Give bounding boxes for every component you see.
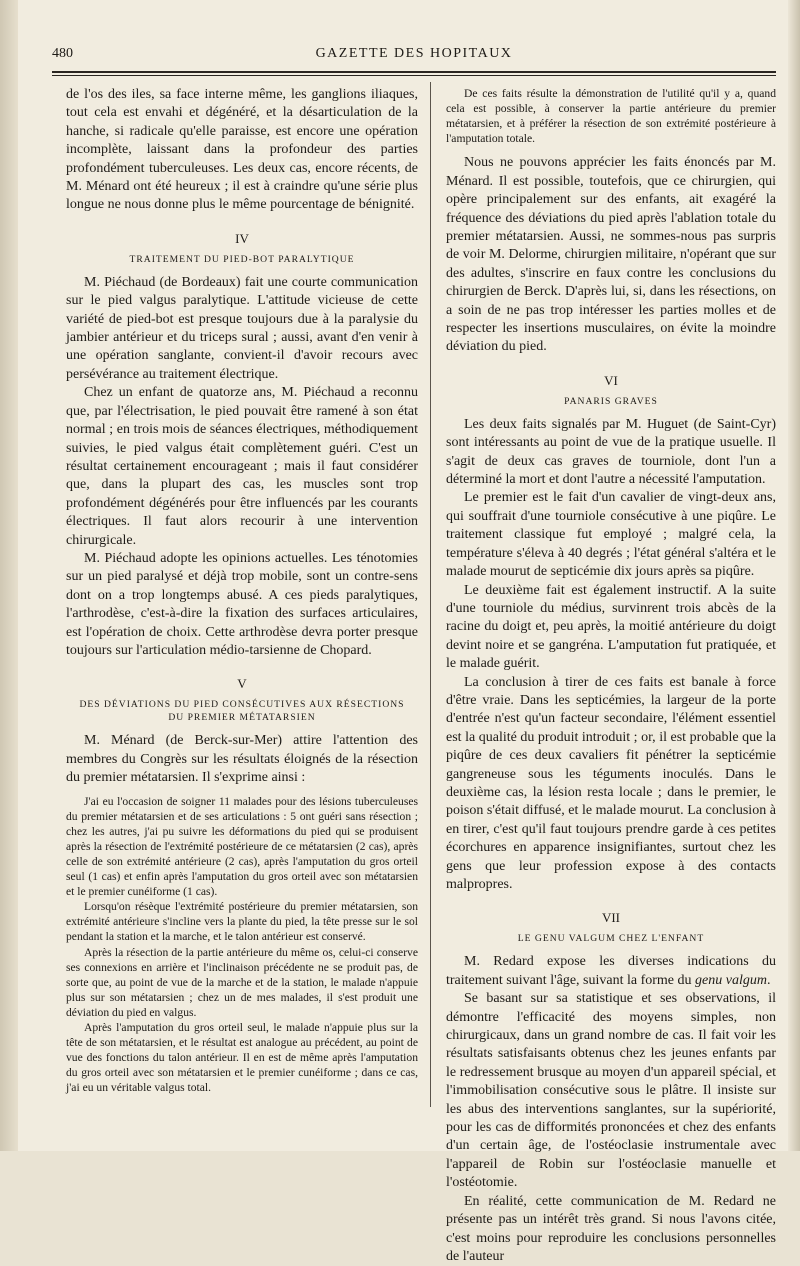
section-title: LE GENU VALGUM CHEZ L'ENFANT <box>517 933 705 945</box>
header-rule-thin <box>52 75 776 76</box>
section-title-line: DES DÉVIATIONS DU PIED CONSÉCUTIVES AUX RÉSECTIONS <box>79 699 405 711</box>
quoted-paragraph: J'ai eu l'occasion de soigner 11 malades pour des lésions tuberculeuses du premier métatarsien et de ses articulations : 5 ont guéri sans résection ; chez les autres, j'ai pu suivre les déformations du pied qui se produisent après la résection de l'extrémité postérieure de ce métatarsien (2 cas), après celle de son extrémité antérieure (2 cas), après l'amputation du gros orteil seul (1 cas) et enfin après l'amputation du gros orteil avec son métatarsien et le premier cunéiforme (1 cas). <box>66 794 418 899</box>
quoted-paragraph: Après la résection de la partie antérieure du même os, celui-ci conserve ses connexions en arrière et l'inclinaison précédente ne se produit pas, de sorte que, au point de vue de la marche et de la station, le malade n'appuie plus sur son métatarsien ; chez un de mes malades, il s'est produit une déviation du pied en valgus. <box>66 945 418 1019</box>
text-run: M. Redard expose les diverses indications du traitement suivant l'âge, suivant la forme du <box>446 954 776 988</box>
paragraph: Chez un enfant de quatorze ans, M. Piéchaud a reconnu que, par l'électrisation, le pied pouvait être ramené à son état normal ; en trois mois de séances électriques, méthodiquement suivies, le pied valgus était complètement guéri. C'est un résultat certainement encourageant ; mais il faut considérer que, dans la plupart des cas, les muscles sont trop profondément dégénérés pour être influencés par les courants électriques. Il faut alors recourir à une intervention chirurgicale. <box>66 385 418 548</box>
section-title <box>66 698 418 724</box>
section-number: VII <box>601 910 621 926</box>
paragraph: Se basant sur sa statistique et ses observations, il démontre l'efficacité des moyens simples, non chirurgicaux, dans un grand nombre de cas. Il fait voir les résultats satisfaisants obtenus chez les jeunes enfants par le redressement brusque au moyen d'un appareil spécial, et l'immobilisation consécutive sous le plâtre. Il insiste sur les abus des interventions sanglantes, sur la supériorité, pour les cas de difformités prononcées et chez des enfants d'un certain âge, de l'ostéoclasie instrumentale avec l'appareil de Robin sur l'ostéoclasie manuelle et l'ostéotomie. <box>446 991 776 1191</box>
paragraph: Les deux faits signalés par M. Huguet (de Saint-Cyr) sont intéressants au point de vue de la pratique usuelle. Il s'agit de deux cas graves de tourniole, dont l'un a déterminé la mort et dont l'autre a nécessité l'amputation. <box>446 416 776 488</box>
paragraph <box>446 953 776 990</box>
paragraph: La conclusion à tirer de ces faits est banale à force d'être vraie. Dans les septicémies, la largeur de la porte d'entrée n'est qu'un facteur secondaire, l'élément essentiel est la qualité du produit introduit ; or, il est probable que la piqûre de ces deux cavaliers fit pénétrer la septicémie gangreneuse sous les téguments inoculés. Dans le deuxième cas, la lésion resta locale ; dans le premier, le poison s'était diffusé, et le malade mourut. La conclusion à en tirer, c'est qu'il faut toujours prendre garde à ces petites écorchures en apparence insignifiantes, surtout chez les gens que leur profession expose à des contacts malpropres. <box>446 674 776 892</box>
section-number: V <box>237 676 247 692</box>
page-number: 480 <box>52 46 73 61</box>
book-gutter-left <box>0 0 18 1151</box>
section-number: VI <box>604 372 618 388</box>
paragraph: Le premier est le fait d'un cavalier de vingt-deux ans, qui souffrait d'une tourniole consécutive à une piqûre. Le traitement classique fut employé ; malgré cela, la température s'éleva à 40 degrés ; l'état général s'altéra et le malade mourut de septicémie dix jours après sa piqûre. <box>446 490 776 580</box>
paragraph: M. Piéchaud (de Bordeaux) fait une courte communication sur le pied valgus paralytique. L'attitude vicieuse de cette variété de pied-bot est presque toujours due à la paralysie du jambier antérieur et du triceps sural ; aussi, avant d'en venir à une opération sanglante, convient-il d'avoir recours avec persévérance au traitement électrique. <box>66 274 418 382</box>
left-column <box>66 86 418 1095</box>
section-title-line: DU PREMIER MÉTATARSIEN <box>168 712 316 724</box>
column-divider <box>430 82 431 1107</box>
paragraph: M. Ménard (de Berck-sur-Mer) attire l'attention des membres du Congrès sur les résultats éloignés de la résection du premier métatarsien. Il s'exprime ainsi : <box>66 733 418 786</box>
quoted-paragraph: Lorsqu'on résèque l'extrémité postérieure du premier métatarsien, son extrémité antérieure s'incline vers la plante du pied, la tête presse sur le sol pendant la station et la marche, et le talon antérieur est conservé. <box>66 900 418 944</box>
right-column <box>446 86 776 1266</box>
header-rule-thick <box>52 71 776 73</box>
section-number: IV <box>235 230 249 246</box>
running-header <box>52 44 776 64</box>
italic-term: genu valgum <box>695 972 767 988</box>
paragraph: de l'os des iles, sa face interne même, les ganglions iliaques, tout cela est envahi et dégénéré, et la désarticulation de la hanche, si radicale qu'elle paraisse, est encore une opération incomplète, laissant dans la profondeur des parties profondément tuberculeuses. Les deux cas, encore récents, de M. Ménard ont été heureux ; il est à craindre qu'une série plus longue ne nous donne plus le même pourcentage de bénignité. <box>66 87 418 213</box>
section-title: TRAITEMENT DU PIED-BOT PARALYTIQUE <box>129 253 355 265</box>
paragraph: En réalité, cette communication de M. Redard ne présente pas un intérêt très grand. Si nous l'avons citée, c'est moins pour reproduire les conclusions personnelles de l'auteur <box>446 1193 776 1264</box>
running-title: GAZETTE DES HOPITAUX <box>315 46 513 61</box>
paragraph: Le deuxième fait est également instructif. A la suite d'une tourniole du médius, survinrent trois abcès de la racine du doigt et, peu après, la moitié antérieure du doigt devint noire et se gangréna. L'amputation fut pratiquée, et le malade guérit. <box>446 582 776 672</box>
quoted-paragraph: De ces faits résulte la démonstration de l'utilité qu'il y a, quand cela est possible, à conserver la partie antérieure du premier métatarsien, et à préférer la résection de son extrémité postérieure à l'amputation totale. <box>446 87 776 146</box>
quoted-paragraph: Après l'amputation du gros orteil seul, le malade n'appuie plus sur la tête de son métatarsien, et le résultat est analogue au précédent, au point de vue des fonctions du talon antérieur. Il en est de même après l'amputation du gros orteil avec son métatarsien et le premier cunéiforme ; dans ce cas, j'ai eu un véritable valgus total. <box>66 1021 418 1095</box>
text-run: . <box>766 972 771 988</box>
paragraph: Nous ne pouvons apprécier les faits énoncés par M. Ménard. Il est possible, toutefois, que ce chirurgien, qui opère principalement sur des enfants, ait exagéré la fréquence des déviations du pied après l'ablation totale du premier métatarsien. Aussi, ne sommes-nous pas surpris de voir M. Delorme, chirurgien militaire, n'opérant que sur des adultes, s'inscrire en faux contre les conclusions du chirurgien de Berck. D'après lui, si, dans les résections, on a soin de ne pas trop intéresser les parties molles et de respecter les insertions musculaires, on évite la moindre déviation du pied. <box>446 155 776 355</box>
page-edge-right <box>788 0 800 1151</box>
paragraph: M. Piéchaud adopte les opinions actuelles. Les ténotomies sur un pied paralysé et déjà trop mobile, sont un contre-sens dont on a trop longtemps abusé. A ces pieds paralytiques, l'arthrodèse, c'est-à-dire la fixation des surfaces articulaires, est l'opération de choix. Cette arthrodèse devra porter presque toujours sur l'articulation médio-tarsienne de Chopard. <box>66 550 418 658</box>
section-title: PANARIS GRAVES <box>564 395 658 407</box>
